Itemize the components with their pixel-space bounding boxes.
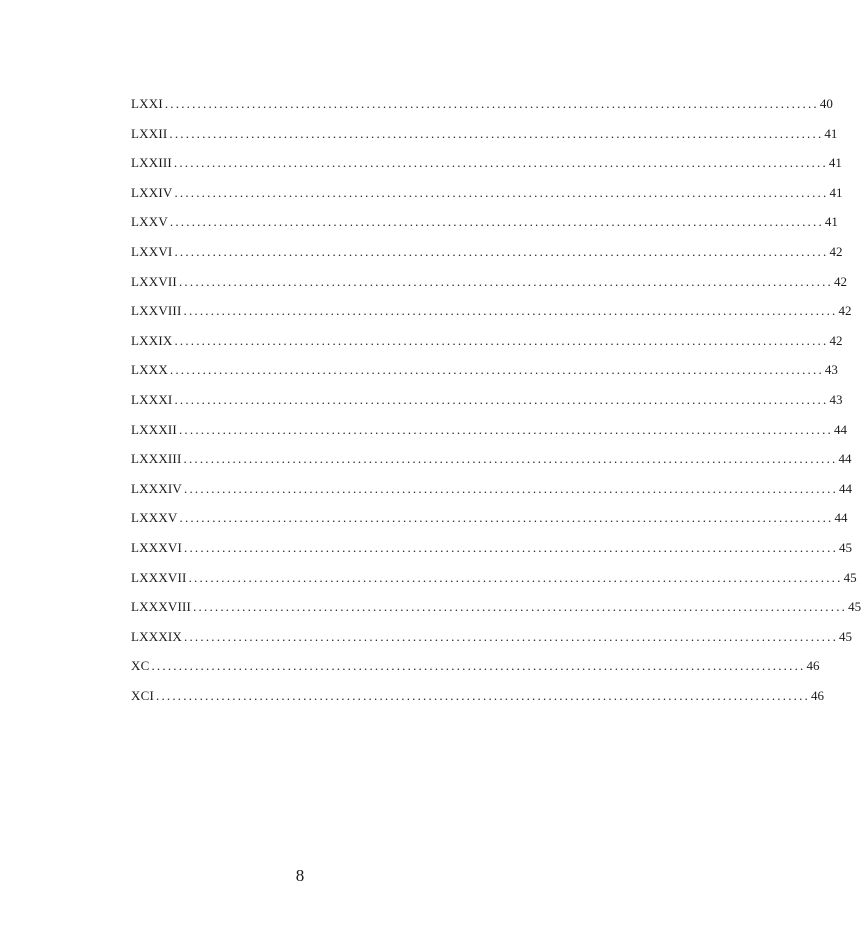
toc-entry-page: 42: [838, 303, 852, 319]
toc-entry-page: 46: [811, 687, 824, 703]
table-of-contents: [131, 93, 861, 714]
dot-leader: ........................................................................................................................: [184, 628, 839, 644]
dot-leader: ........................................................................................................................: [169, 125, 824, 141]
dot-leader: ........................................................................................................................: [174, 391, 829, 407]
dot-leader: ........................................................................................................................: [183, 303, 838, 319]
dot-leader: ........................................................................................................................: [164, 96, 819, 111]
toc-entry[interactable]: [131, 152, 842, 182]
dot-leader: ........................................................................................................................: [179, 510, 834, 526]
toc-entry-label: LXXXII: [131, 421, 177, 437]
toc-entry-page: 40: [819, 96, 833, 111]
dot-leader: ........................................................................................................................: [184, 539, 839, 555]
toc-entry[interactable]: [131, 685, 824, 715]
toc-entry[interactable]: [131, 419, 847, 449]
toc-entry[interactable]: [131, 359, 838, 389]
toc-entry-page: 41: [829, 184, 843, 200]
dot-leader: ........................................................................................................................: [156, 687, 810, 703]
toc-entry-label: LXXXVII: [131, 569, 187, 585]
toc-entry[interactable]: [131, 182, 843, 212]
toc-entry-page: 46: [806, 658, 820, 674]
toc-entry-label: LXXI: [131, 96, 163, 111]
toc-entry-label: LXXVIII: [131, 303, 182, 319]
toc-entry[interactable]: [131, 448, 852, 478]
dot-leader: ........................................................................................................................: [178, 273, 833, 289]
toc-entry-page: 45: [839, 539, 853, 555]
toc-entry[interactable]: [131, 300, 852, 330]
toc-entry-page: 42: [829, 243, 843, 259]
dot-leader: ........................................................................................................................: [174, 243, 829, 259]
toc-entry-page: 41: [824, 214, 838, 230]
toc-entry-label: LXXXVI: [131, 539, 183, 555]
toc-entry[interactable]: [131, 596, 861, 626]
toc-entry-label: LXXX: [131, 362, 168, 378]
toc-entry-page: 42: [829, 332, 843, 348]
toc-entry[interactable]: [131, 537, 853, 567]
toc-entry-page: 41: [828, 155, 842, 171]
toc-entry-label: LXXXIX: [131, 628, 183, 644]
toc-entry-label: LXXIX: [131, 332, 173, 348]
toc-entry-page: 43: [824, 362, 838, 378]
toc-entry-label: LXXV: [131, 214, 168, 230]
toc-entry[interactable]: [131, 626, 853, 656]
toc-entry-page: 44: [838, 451, 852, 467]
toc-entry-page: 44: [833, 421, 847, 437]
toc-entry-page: 45: [848, 599, 861, 615]
dot-leader: ........................................................................................................................: [174, 184, 829, 200]
page-number: 8: [295, 866, 305, 885]
toc-entry-label: LXXII: [131, 125, 168, 141]
dot-leader: ........................................................................................................................: [193, 599, 848, 615]
toc-entry-page: 45: [839, 628, 853, 644]
toc-entry-label: XC: [131, 658, 150, 674]
toc-entry-label: LXXXI: [131, 391, 173, 407]
toc-entry-page: 43: [829, 391, 843, 407]
dot-leader: ........................................................................................................................: [174, 332, 829, 348]
dot-leader: ........................................................................................................................: [183, 451, 838, 467]
dot-leader: ........................................................................................................................: [178, 421, 833, 437]
toc-entry[interactable]: [131, 123, 838, 153]
toc-entry-label: LXXIV: [131, 184, 173, 200]
toc-entry-page: 44: [839, 480, 853, 496]
toc-entry[interactable]: [131, 93, 833, 123]
toc-entry[interactable]: [131, 271, 847, 301]
dot-leader: ........................................................................................................................: [173, 155, 828, 171]
toc-entry-label: LXXXV: [131, 510, 178, 526]
toc-entry[interactable]: [131, 211, 838, 241]
toc-entry-label: LXXVI: [131, 243, 173, 259]
toc-entry[interactable]: [131, 241, 843, 271]
toc-entry[interactable]: [131, 507, 848, 537]
toc-entry-label: LXXVII: [131, 273, 177, 289]
toc-entry-page: 44: [834, 510, 848, 526]
toc-entry-label: LXXXIV: [131, 480, 183, 496]
toc-entry-page: 41: [824, 125, 838, 141]
dot-leader: ........................................................................................................................: [184, 480, 839, 496]
toc-entry-label: XCI: [131, 687, 154, 703]
toc-entry[interactable]: [131, 330, 843, 360]
dot-leader: ........................................................................................................................: [169, 362, 824, 378]
toc-entry[interactable]: [131, 655, 820, 685]
toc-entry[interactable]: [131, 567, 857, 597]
toc-entry-label: LXXIII: [131, 155, 172, 171]
dot-leader: ........................................................................................................................: [151, 658, 806, 674]
toc-entry-label: LXXXIII: [131, 451, 182, 467]
dot-leader: ........................................................................................................................: [188, 569, 843, 585]
toc-entry-label: LXXXVIII: [131, 599, 192, 615]
toc-entry[interactable]: [131, 478, 853, 508]
toc-entry-page: 45: [843, 569, 857, 585]
toc-entry-page: 42: [833, 273, 847, 289]
dot-leader: ........................................................................................................................: [169, 214, 824, 230]
toc-entry[interactable]: [131, 389, 843, 419]
